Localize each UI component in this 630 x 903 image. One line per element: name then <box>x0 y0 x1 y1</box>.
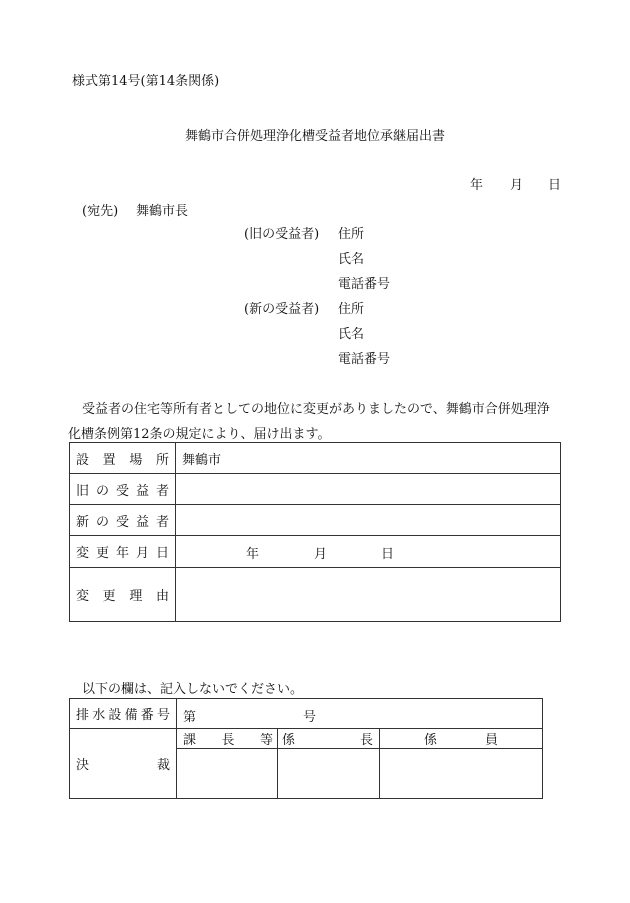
header-section-chief: 課 長 等 <box>177 729 278 749</box>
value-drainage-number <box>177 699 543 729</box>
new-address-label: 住所 <box>338 302 365 317</box>
label-location: 設 置 場 所 <box>70 443 176 474</box>
label-change-reason: 変 更 理 由 <box>70 568 176 622</box>
addressee-name: 舞鶴市長 <box>136 204 189 219</box>
label-old-beneficiary: 旧 の 受 益 者 <box>70 474 176 505</box>
date-month: 月 <box>510 178 524 193</box>
drainage-number-suffix: 号 <box>303 710 317 725</box>
office-row-headers <box>70 729 543 749</box>
new-beneficiary-label: (新の受益者) <box>244 302 320 317</box>
table-row-old-beneficiary <box>70 474 561 505</box>
old-address-label: 住所 <box>338 227 365 242</box>
label-drainage-number: 排 水 設 備 番 号 <box>70 699 177 729</box>
table-row-change-reason <box>70 568 561 622</box>
table-row-location <box>70 443 561 474</box>
change-date-year: 年 <box>246 547 260 562</box>
label-new-beneficiary: 新 の 受 益 者 <box>70 505 176 536</box>
value-change-reason[interactable] <box>176 568 561 622</box>
statement-line-1: 受益者の住宅等所有者としての地位に変更がありましたので、舞鶴市合併処理浄 <box>82 402 550 417</box>
drainage-number-prefix: 第 <box>183 710 197 725</box>
office-row-drainage-number <box>70 699 543 729</box>
location-value: 舞鶴市 <box>182 452 222 468</box>
change-date-month: 月 <box>314 547 328 562</box>
stamp-staff <box>380 749 543 799</box>
office-table <box>69 698 543 799</box>
label-decision: 決 裁 <box>70 729 177 799</box>
value-change-date[interactable] <box>176 536 561 568</box>
label-change-date: 変 更 年 月 日 <box>70 536 176 568</box>
form-title: 舞鶴市合併処理浄化槽受益者地位承継届出書 <box>184 129 445 144</box>
stamp-section-chief <box>177 749 278 799</box>
form-number: 様式第14号(第14条関係) <box>72 74 220 89</box>
new-phone-label: 電話番号 <box>338 352 391 367</box>
table-row-change-date <box>70 536 561 568</box>
date-year: 年 <box>470 178 484 193</box>
date-day: 日 <box>548 178 562 193</box>
old-name-label: 氏名 <box>338 252 365 267</box>
office-use-note: 以下の欄は、記入しないでください。 <box>82 682 304 697</box>
value-old-beneficiary[interactable] <box>176 474 561 505</box>
new-name-label: 氏名 <box>338 327 365 342</box>
value-new-beneficiary[interactable] <box>176 505 561 536</box>
value-location[interactable] <box>176 443 561 474</box>
stamp-subsection-chief <box>278 749 380 799</box>
old-beneficiary-label: (旧の受益者) <box>244 227 320 242</box>
header-subsection-chief: 係 長 <box>278 729 380 749</box>
change-date-day: 日 <box>381 547 395 562</box>
addressee-label: (宛先) <box>82 204 119 219</box>
statement-line-2: 化槽条例第12条の規定により、届け出ます。 <box>68 427 331 442</box>
header-staff: 係 員 <box>380 729 543 749</box>
table-row-new-beneficiary <box>70 505 561 536</box>
main-table <box>69 442 561 622</box>
old-phone-label: 電話番号 <box>338 277 391 292</box>
